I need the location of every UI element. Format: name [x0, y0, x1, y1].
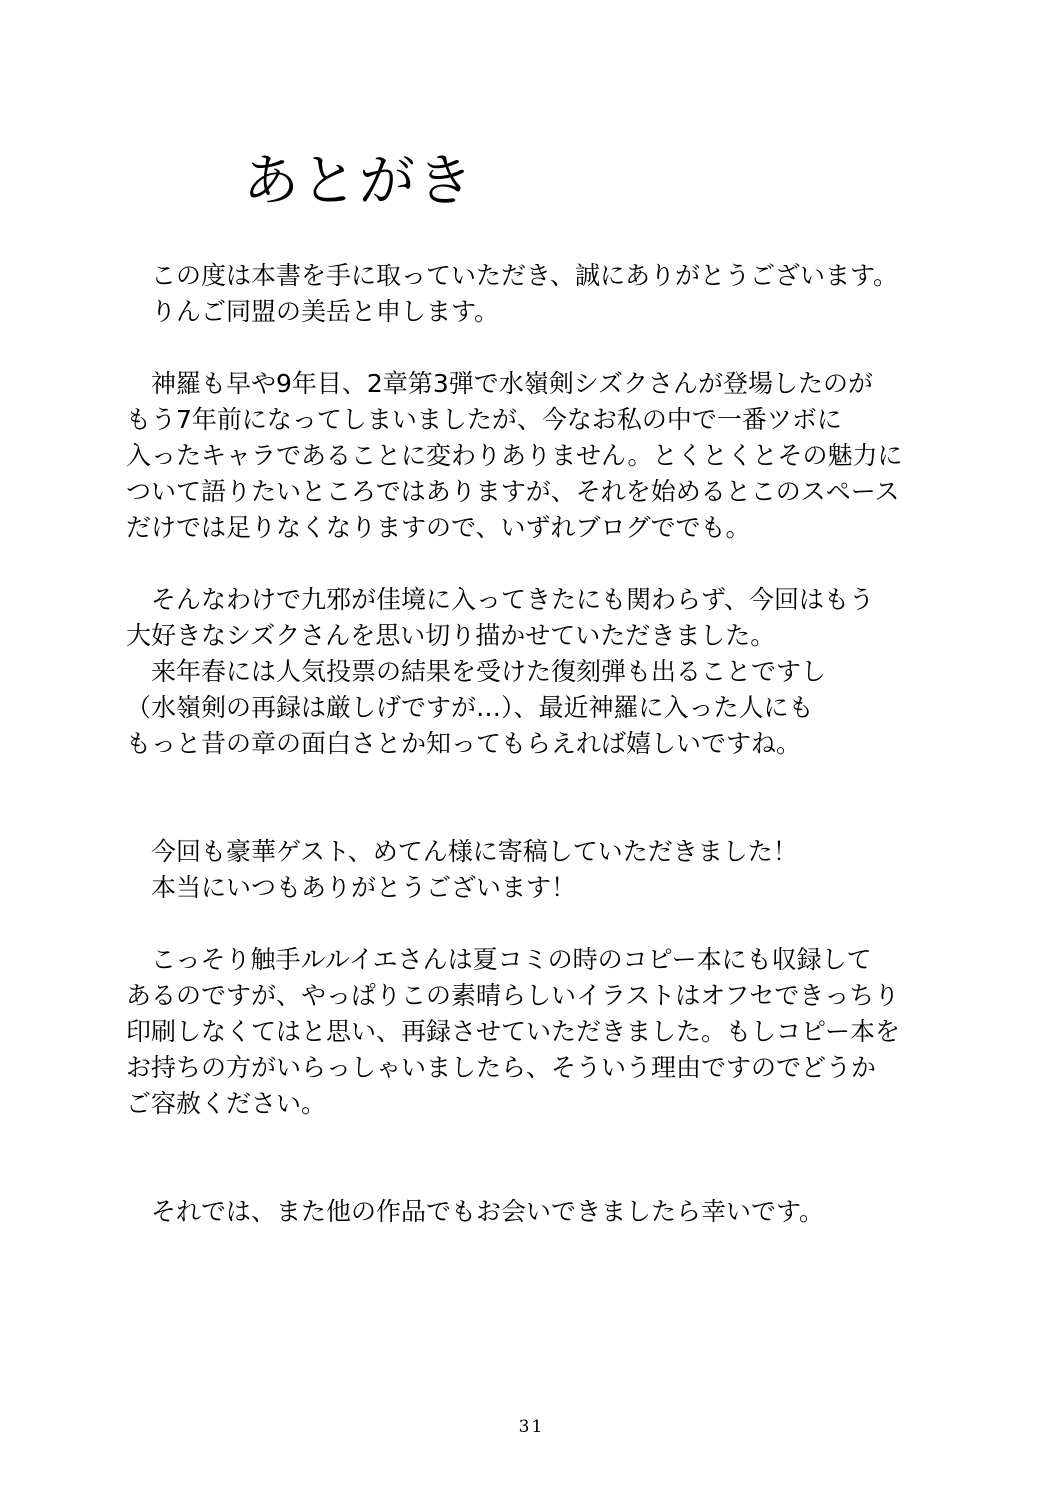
text-line: もっと昔の章の面白さとか知ってもらえれば嬉しいですね。	[126, 729, 802, 758]
text-line: この度は本書を手に取っていただき、誠にありがとうございます。	[126, 261, 899, 290]
text-line: 印刷しなくてはと思い、再録させていただきました。もしコピー本を	[126, 1017, 901, 1046]
paragraph-shizuku	[126, 366, 946, 546]
text-line: 今回も豪華ゲスト、めてん様に寄稿していただきました！	[126, 837, 798, 866]
text-line: だけでは足りなくなりますので、いずれブログででも。	[126, 513, 751, 542]
text-line: ご容赦ください。	[126, 1089, 327, 1118]
text-line: （水嶺剣の再録は厳しげですが…）、最近神羅に入った人にも	[126, 693, 814, 722]
paragraph-closing	[126, 1194, 946, 1230]
page-title: あとがき	[243, 149, 475, 214]
paragraph-guest	[126, 834, 946, 906]
text-line: お持ちの方がいらっしゃいましたら、そういう理由ですのでどうか	[126, 1053, 877, 1082]
text-line: 大好きなシズクさんを思い切り描かせていただきました。	[126, 621, 776, 650]
text-line: 入ったキャラであることに変わりありません。とくとくとその魅力に	[126, 441, 903, 470]
text-line: あるのですが、やっぱりこの素晴らしいイラストはオフセできっちり	[126, 981, 900, 1010]
text-line: 神羅も早や9年目、2章第3弾で水嶺剣シズクさんが登場したのが	[126, 369, 873, 398]
paragraph-reprint	[126, 942, 946, 1122]
paragraph-greeting	[126, 258, 946, 330]
text-line: 来年春には人気投票の結果を受けた復刻弾も出ることですし	[126, 657, 827, 686]
afterword-body	[126, 258, 946, 1230]
text-line: りんご同盟の美岳と申します。	[126, 297, 500, 326]
text-line: そんなわけで九邪が佳境に入ってきたにも関わらず、今回はもう	[126, 585, 875, 614]
text-line: もう7年前になってしまいましたが、今なお私の中で一番ツボに	[126, 405, 842, 434]
text-line: それでは、また他の作品でもお会いできましたら幸いです。	[126, 1197, 825, 1226]
page-number: 31	[518, 1417, 545, 1437]
text-line: ついて語りたいところではありますが、それを始めるとこのスペース	[126, 477, 900, 506]
text-line: こっそり触手ルルイエさんは夏コミの時のコピー本にも収録して	[126, 945, 872, 974]
text-line: 本当にいつもありがとうございます！	[126, 873, 577, 902]
paragraph-this-book	[126, 582, 946, 762]
